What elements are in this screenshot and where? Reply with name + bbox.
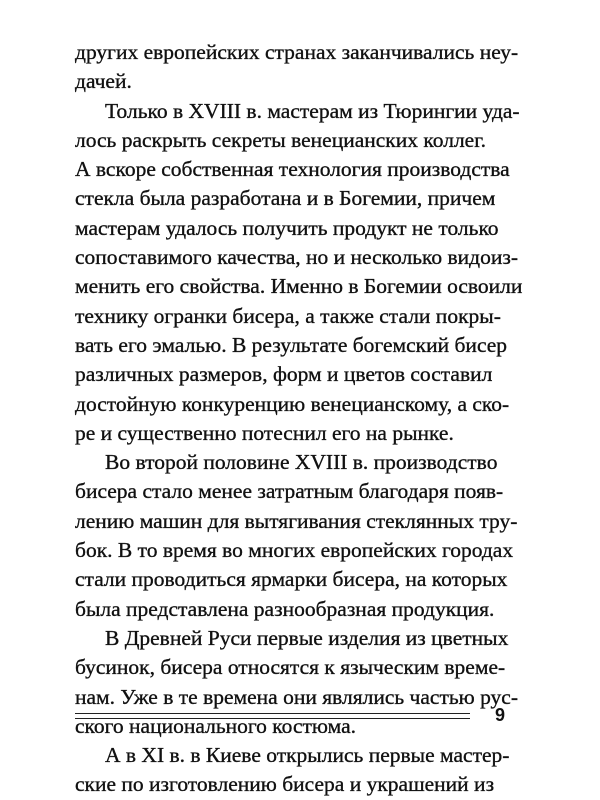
page-number: 9 (495, 705, 506, 725)
text-line: бок. В то время во многих европейских городах (75, 538, 514, 563)
text-line: бусинок, бисера относятся к языческим време- (75, 655, 506, 680)
page-footer (75, 705, 545, 730)
text-line: ре и существенно потеснил его на рынке. (75, 420, 454, 445)
text-line: технику огранки бисера, а также стали покры- (75, 303, 501, 328)
text-line: нам. Уже в те времена они являлись частью рус- (75, 684, 519, 709)
page-body (75, 38, 523, 800)
footer-rule-bottom (75, 718, 470, 719)
text-line: Только в XVIII в. мастерам из Тюрингии уда- (105, 98, 520, 123)
text-line: А в XI в. в Киеве открылись первые мастер- (105, 743, 510, 768)
text-line: других европейских странах заканчивались неу- (75, 40, 519, 64)
text-line: стекла была разработана и в Богемии, причем (75, 186, 496, 211)
text-line: лению машин для вытягивания стеклянных тру- (75, 508, 518, 533)
text-line: В Древней Руси первые изделия из цветных (105, 625, 509, 650)
text-line: менить его свойства. Именно в Богемии освоили (75, 274, 523, 299)
text-line: вать его эмалью. В результате богемский бисер (75, 332, 508, 357)
text-line: А вскоре собственная технология производства (75, 157, 510, 182)
text-line: ского национального костюма. (75, 713, 357, 738)
text-line: мастерам удалось получить продукт не только (75, 215, 499, 240)
text-line: бисера стало менее затратным благодаря появ- (75, 479, 504, 504)
text-line: ские по изготовлению бисера и украшений из (75, 772, 495, 797)
text-line: сопоставимого качества, но и несколько видоиз- (75, 245, 519, 270)
text-line: дачей. (75, 69, 132, 94)
text-line: стали проводиться ярмарки бисера, на которых (75, 567, 508, 592)
text-line: различных размеров, форм и цветов составил (75, 362, 493, 387)
text-line: лось раскрыть секреты венецианских коллег. (75, 127, 486, 152)
footer-rule-top (75, 713, 470, 714)
text-line: Во второй половине XVIII в. производство (105, 450, 498, 475)
text-line: была представлена разнообразная продукция. (75, 596, 495, 621)
text-line: достойную конкуренцию венецианскому, а ско- (75, 391, 510, 416)
